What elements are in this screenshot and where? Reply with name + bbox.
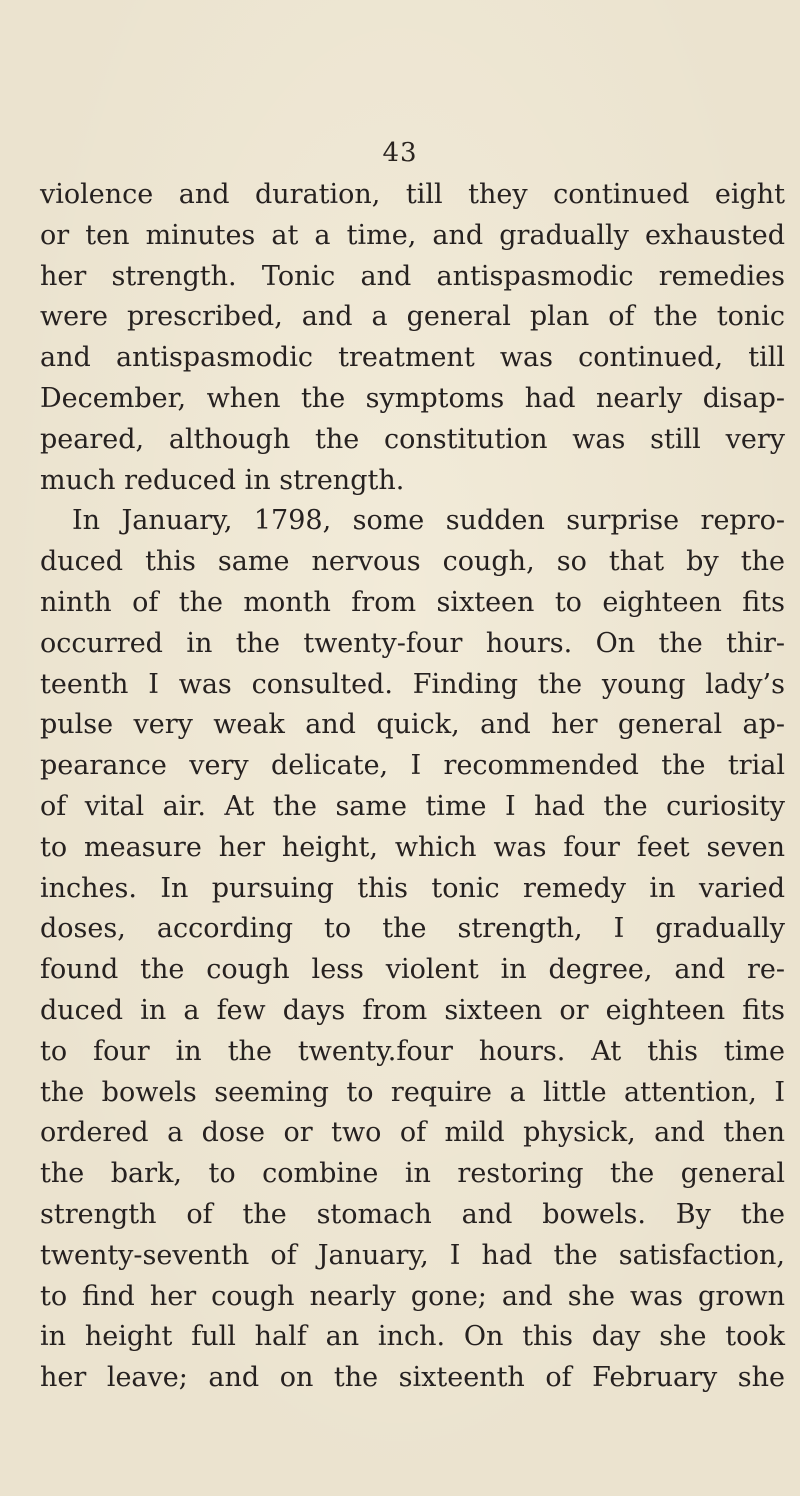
text-line: duced in a few days from sixteen or eighteen fits [40,994,785,1026]
text-line: inches. In pursuing this tonic remedy in varied [40,872,785,904]
text-line: teenth I was consulted. Finding the young lady’s [40,668,785,700]
text-line: her strength. Tonic and antispasmodic remedies [40,260,785,292]
text-line: in height full half an inch. On this day she took [40,1321,785,1353]
text-line: ninth of the month from sixteen to eighteen fits [40,586,785,618]
text-line: December, when the symptoms had nearly disap- [40,382,785,414]
text-line: to four in the twenty.four hours. At this time [40,1035,785,1067]
text-line: violence and duration, till they continued eight [40,179,785,210]
page-number: 43 [382,138,418,168]
text-line: and antispasmodic treatment was continued, till [40,342,785,374]
text-line: of vital air. At the same time I had the curiosity [40,790,785,822]
text-line: or ten minutes at a time, and gradually exhausted [40,219,785,251]
text-line: duced this same nervous cough, so that by the [40,546,785,578]
body-text [40,175,785,1399]
text-line: were prescribed, and a general plan of the tonic [40,301,785,333]
text-line: doses, according to the strength, I gradually [40,913,785,945]
text-line: occurred in the twenty-four hours. On the thir- [40,627,785,659]
text-line: found the cough less violent in degree, and re- [40,954,785,986]
text-line: her leave; and on the sixteenth of February she [40,1362,785,1394]
text-line: the bowels seeming to require a little attention, I [40,1076,785,1108]
text-line: peared, although the constitution was still very [40,423,785,455]
text-line: twenty-seventh of January, I had the satisfaction, [40,1239,785,1271]
text-line: the bark, to combine in restoring the general [40,1158,785,1190]
text-line: to find her cough nearly gone; and she was grown [40,1280,785,1312]
text-line: to measure her height, which was four feet seven [40,831,785,863]
text-line: ordered a dose or two of mild physick, and then [40,1117,785,1149]
text-line: pulse very weak and quick, and her general ap- [40,709,785,741]
text-line: strength of the stomach and bowels. By the [40,1198,785,1230]
text-line: In January, 1798, some sudden surprise repro- [72,505,785,537]
text-line: much reduced in strength. [40,464,405,496]
text-line: pearance very delicate, I recommended the trial [40,750,785,782]
